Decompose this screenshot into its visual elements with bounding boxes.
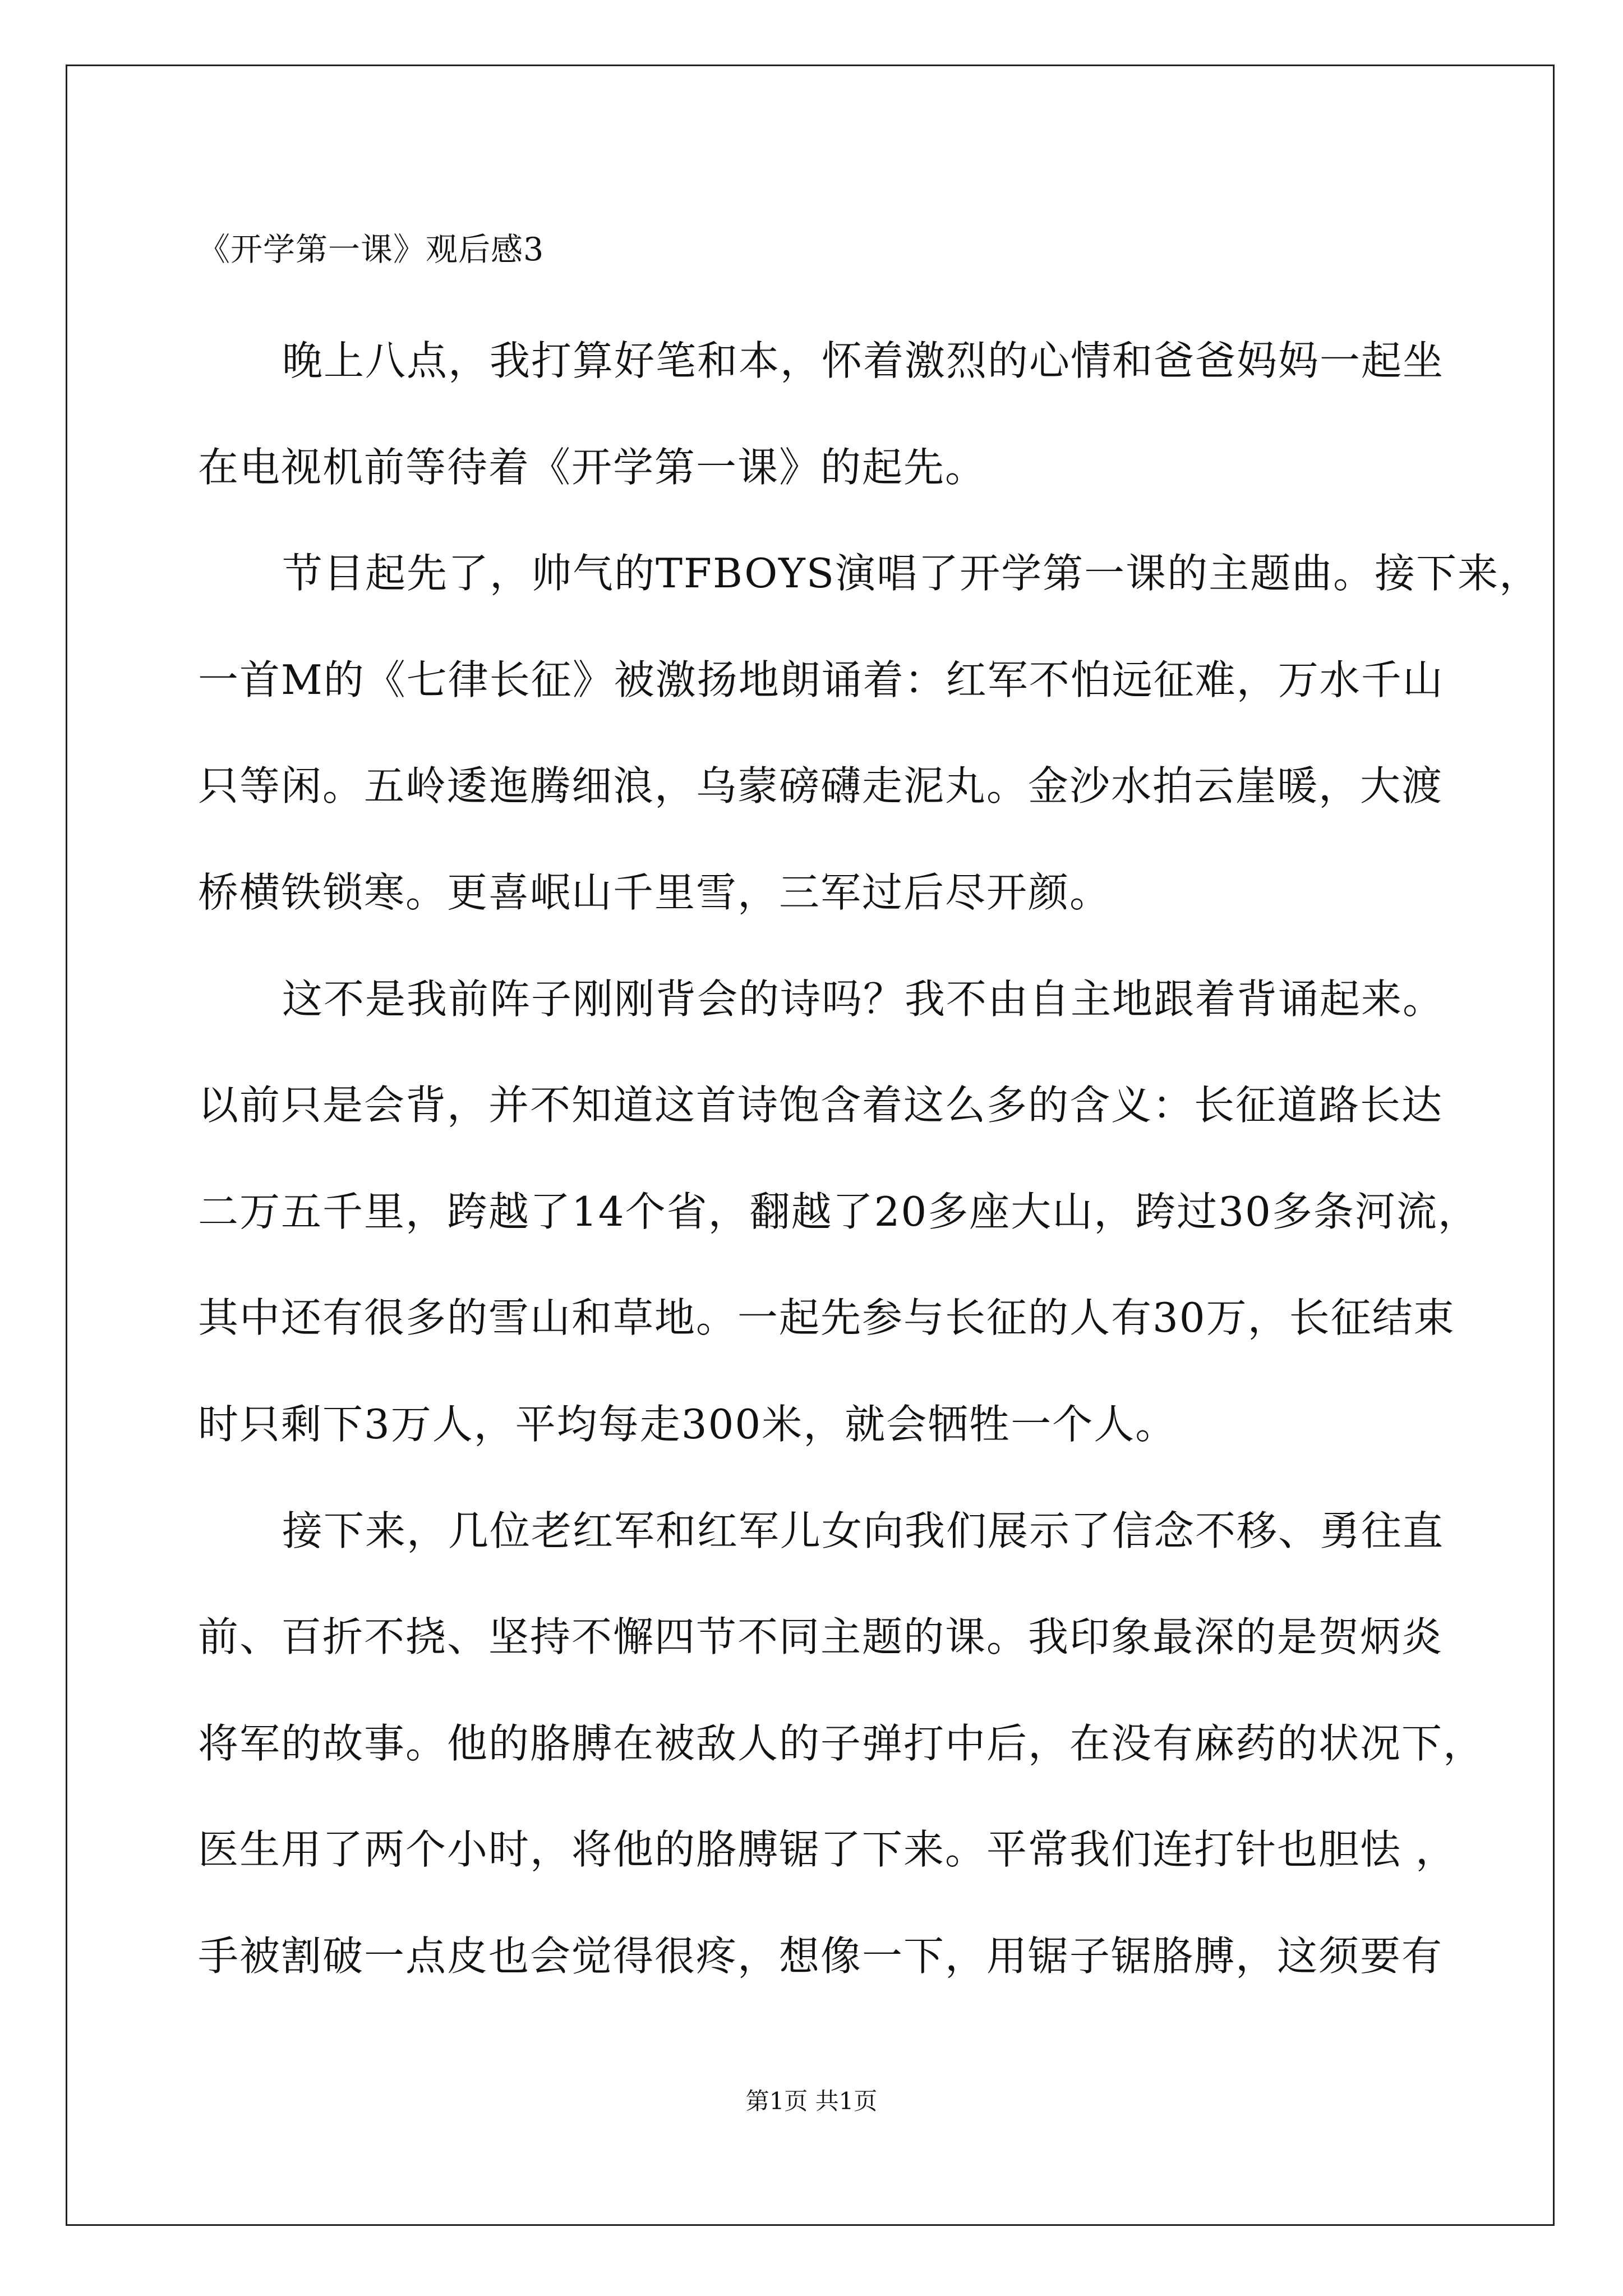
paragraph-line: 时只剩下3万人，平均每走300米，就会牺牲一个人。 <box>198 1401 1177 1448</box>
paragraph-line: 一首M的《七律长征》被激扬地朗诵着：红军不怕远征难，万水千山 <box>198 656 1444 703</box>
document-title: 《开学第一课》观后感3 <box>198 231 545 268</box>
paragraph-line: 在电视机前等待着《开学第一课》的起先。 <box>198 444 987 491</box>
paragraph-line: 只等闲。五岭逶迤腾细浪，乌蒙磅礴走泥丸。金沙水拍云崖暖，大渡 <box>198 762 1444 809</box>
paragraph-line: 医生用了两个小时，将他的胳膊锯了下来。平常我们连打针也胆怯 ， <box>198 1826 1457 1873</box>
paragraph-line: 这不是我前阵子刚刚背会的诗吗？我不由自主地跟着背诵起来。 <box>282 976 1445 1023</box>
paragraph-line: 节目起先了，帅气的TFBOYS演唱了开学第一课的主题曲。接下来， <box>282 550 1541 597</box>
paragraph-line: 手被割破一点皮也会觉得很疼，想像一下，用锯子锯胳膊，这须要有 <box>198 1932 1444 1980</box>
paragraph-line: 以前只是会背，并不知道这首诗饱含着这么多的含义：长征道路长达 <box>198 1082 1444 1129</box>
paragraph-line: 接下来，几位老红军和红军儿女向我们展示了信念不移、勇往直 <box>282 1507 1445 1554</box>
page-footer: 第1页 共1页 <box>745 2087 878 2115</box>
paragraph-line: 晚上八点，我打算好笔和本，怀着激烈的心情和爸爸妈妈一起坐 <box>282 337 1445 384</box>
paragraph-line: 二万五千里，跨越了14个省，翻越了20多座大山，跨过30多条河流， <box>198 1188 1479 1235</box>
paragraph-line: 桥横铁锁寒。更喜岷山千里雪，三军过后尽开颜。 <box>198 869 1112 916</box>
paragraph-line: 将军的故事。他的胳膊在被敌人的子弹打中后，在没有麻药的状况下， <box>198 1720 1485 1767</box>
paragraph-line: 其中还有很多的雪山和草地。一起先参与长征的人有30万，长征结束 <box>198 1294 1455 1341</box>
paragraph-line: 前、百折不挠、坚持不懈四节不同主题的课。我印象最深的是贺炳炎 <box>198 1613 1444 1660</box>
